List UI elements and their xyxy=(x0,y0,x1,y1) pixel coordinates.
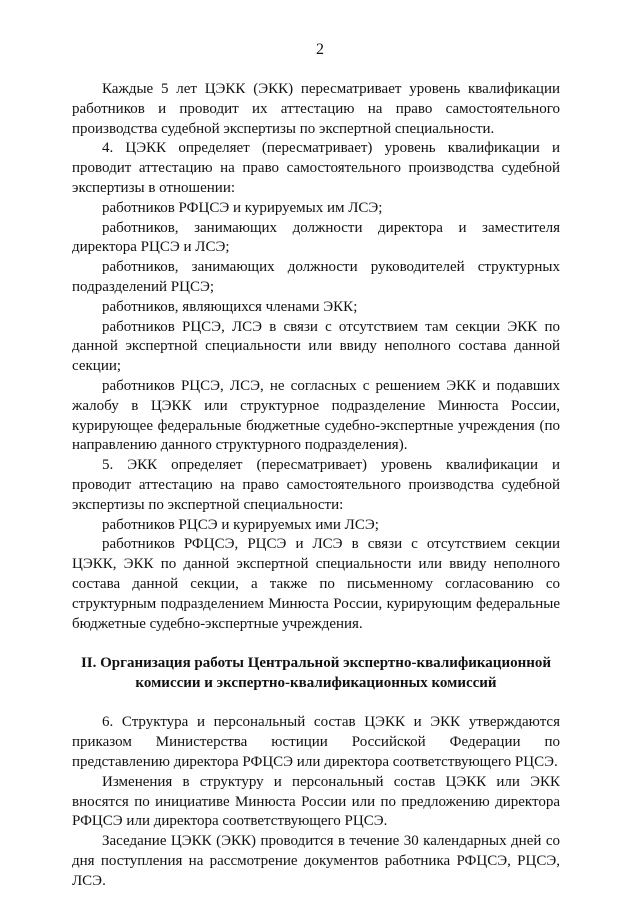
list-item-no-section: работников РЦСЭ, ЛСЭ в связи с отсутствием там секции ЭКК по данной экспертной специальности или ввиду неполного состава данной секции; xyxy=(72,318,560,375)
list-item-directors: работников, занимающих должности директора и заместителя директора РЦСЭ и ЛСЭ; xyxy=(72,219,560,256)
paragraph-meeting: Заседание ЦЭКК (ЭКК) проводится в течение 30 календарных дней со дня поступления на рассмотрение документов работника РФЦСЭ, РЦСЭ, ЛСЭ. xyxy=(72,833,560,889)
section-heading-line-1: II. Организация работы Центральной экспертно-квалификационной xyxy=(80,655,552,672)
paragraph-quinquennial-review: Каждые 5 лет ЦЭКК (ЭКК) пересматривает уровень квалификации работников и проводит их аттестацию на право самостоятельного производства судебной экспертизы по экспертной специальности. xyxy=(72,81,560,137)
page-number: 2 xyxy=(316,41,324,58)
paragraph-item-5: 5. ЭКК определяет (пересматривает) уровень квалификации и проводит аттестацию на право самостоятельного производства судебной экспертизы по экспертной специальности: xyxy=(72,457,560,513)
list-item-no-section-agreement: работников РФЦСЭ, РЦСЭ и ЛСЭ в связи с отсутствием секции ЦЭКК, ЭКК по данной экспертной специальности или ввиду неполного состава данной секции, а также по письменному согласованию со структурным подразделением Минюста России, курирующим федеральные бюджетные судебно-экспертные учреждения. xyxy=(72,536,560,632)
section-heading-line-2: комиссии и экспертно-квалификационных комиссий xyxy=(135,675,497,692)
list-item-ekk-members: работников, являющихся членами ЭКК; xyxy=(102,298,358,315)
list-item-appeals: работников РЦСЭ, ЛСЭ, не согласных с решением ЭКК и подавших жалобу в ЦЭКК или структурное подразделение Минюста России, курирующее федеральные бюджетные судебно-экспертные учреждения (по направлению данного структурного подразделения). xyxy=(72,377,560,454)
paragraph-changes: Изменения в структуру и персональный состав ЦЭКК или ЭКК вносятся по инициативе Минюста России или по предложению директора РФЦСЭ или директора соответствующего РЦСЭ. xyxy=(72,773,560,830)
paragraph-item-4: 4. ЦЭКК определяет (пересматривает) уровень квалификации и проводит аттестацию на право самостоятельного производства судебной экспертизы в отношении: xyxy=(72,140,560,196)
document-body xyxy=(72,80,560,891)
section-heading xyxy=(72,653,560,693)
paragraph-item-6: 6. Структура и персональный состав ЦЭКК и ЭКК утверждаются приказом Министерства юстиции Российской Федерации по представлению директора РФЦСЭ или директора соответствующего РЦСЭ. xyxy=(72,714,560,770)
list-item-rcse-workers: работников РЦСЭ и курируемых ими ЛСЭ; xyxy=(102,516,379,533)
list-item-rfcse-workers: работников РФЦСЭ и курируемых им ЛСЭ; xyxy=(102,199,383,216)
list-item-unit-heads: работников, занимающих должности руководителей структурных подразделений РЦСЭ; xyxy=(72,259,560,295)
